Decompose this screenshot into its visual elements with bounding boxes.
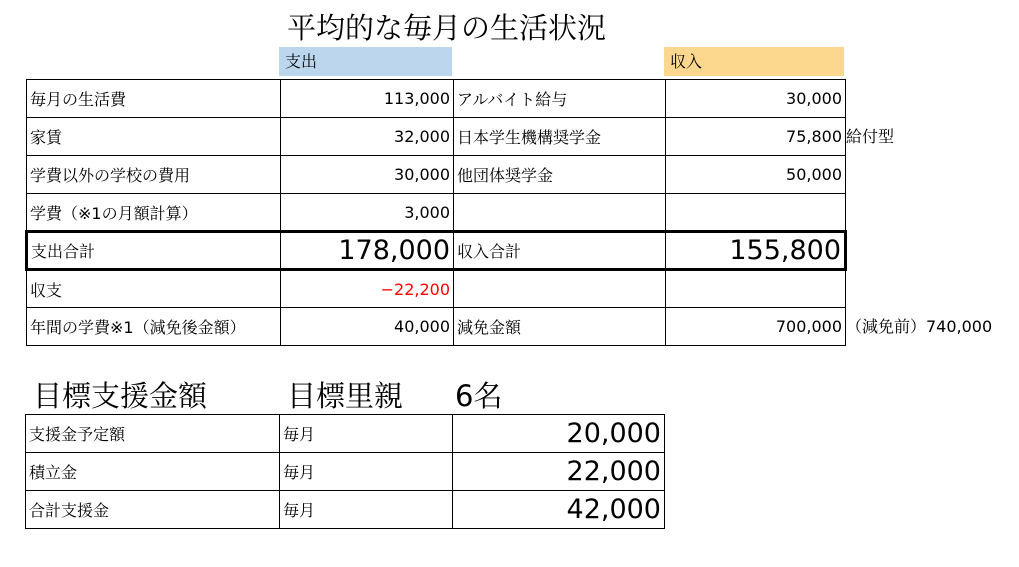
expense-value-cell: 40,000 [281,308,454,346]
income-value-cell: 30,000 [666,80,846,118]
expense-total-label: 支出合計 [27,232,281,270]
foster-parents-count: 6名 [455,379,503,413]
income-total-label: 収入合計 [454,232,666,270]
expense-header: 支出 [279,47,452,76]
table-row [27,80,846,118]
support-period-cell: 毎月 [280,491,453,529]
pre-reduction-note: （減免前）740,000 [846,317,993,336]
support-amount-cell: 42,000 [453,491,665,529]
table-row [27,270,846,308]
balance-label: 収支 [27,270,281,308]
support-table [25,414,665,529]
expense-value-cell: 113,000 [281,80,454,118]
expense-label-cell: 学費以外の学校の費用 [27,156,281,194]
support-label-cell: 積立金 [26,453,280,491]
table-row [26,491,665,529]
income-total-value: 155,800 [666,232,846,270]
expense-label-cell: 家賃 [27,118,281,156]
table-row [27,194,846,232]
income-label-cell: 日本学生機構奨学金 [454,118,666,156]
expense-label-cell: 学費（※1の月額計算） [27,194,281,232]
expense-value-cell: 30,000 [281,156,454,194]
expense-label-cell: 毎月の生活費 [27,80,281,118]
expense-label-cell: 年間の学費※1（減免後金額） [27,308,281,346]
support-amount-heading: 目標支援金額 [33,379,208,413]
page-title: 平均的な毎月の生活状況 [287,11,607,45]
income-value-cell [666,194,846,232]
totals-row [27,232,846,270]
income-label-cell: 他団体奨学金 [454,156,666,194]
support-period-cell: 毎月 [280,415,453,453]
budget-table [25,79,847,346]
support-amount-cell: 22,000 [453,453,665,491]
support-label-cell: 合計支援金 [26,491,280,529]
expense-value-cell: 32,000 [281,118,454,156]
table-row [27,308,846,346]
grant-type-note: 給付型 [846,127,895,146]
expense-total-value: 178,000 [281,232,454,270]
income-label-cell: 減免金額 [454,308,666,346]
support-amount-cell: 20,000 [453,415,665,453]
income-value-cell: 50,000 [666,156,846,194]
balance-value: −22,200 [281,270,454,308]
income-label-cell: アルバイト給与 [454,80,666,118]
income-value-cell [666,270,846,308]
table-row [26,415,665,453]
income-label-cell [454,270,666,308]
income-value-cell: 75,800 [666,118,846,156]
support-period-cell: 毎月 [280,453,453,491]
foster-parents-heading: 目標里親 [287,379,404,413]
income-header: 収入 [664,47,844,76]
expense-value-cell: 3,000 [281,194,454,232]
support-label-cell: 支援金予定額 [26,415,280,453]
table-row [27,156,846,194]
income-label-cell [454,194,666,232]
income-value-cell: 700,000 [666,308,846,346]
table-row [26,453,665,491]
table-row [27,118,846,156]
